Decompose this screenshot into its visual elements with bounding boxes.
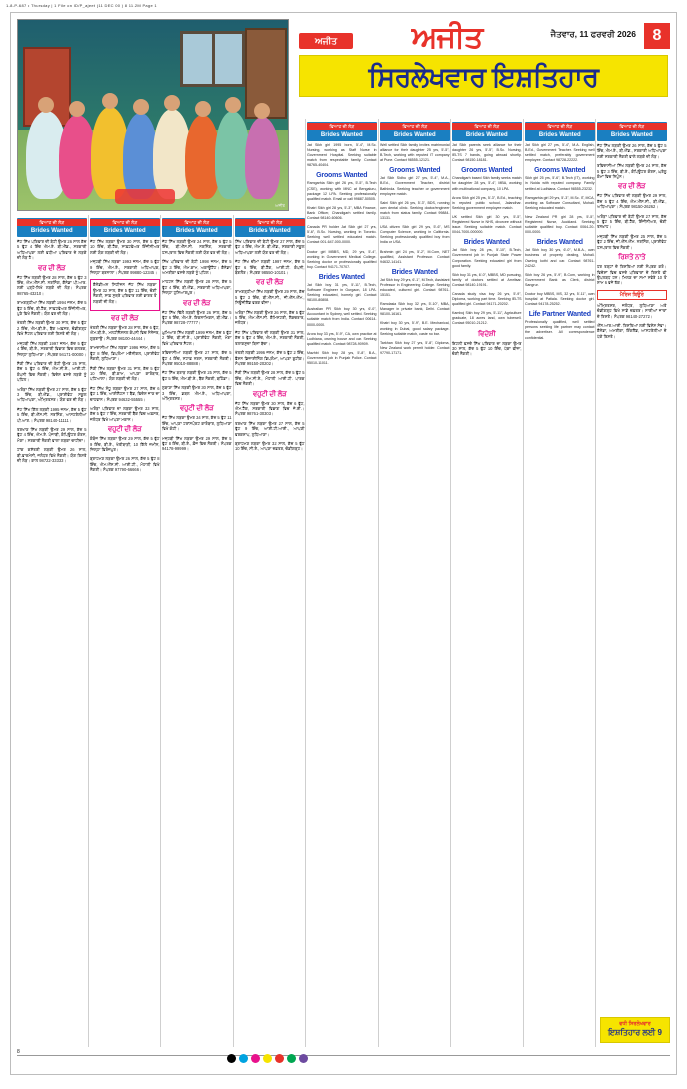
classified-ad: Canada study visa boy 26 yrs, 5'-9", Diploma, working part time. Seeking IELTS qualified girl. Contact 94171-20202. [452, 291, 522, 307]
classified-ad: ਮਜ਼੍ਹਬੀ ਸਿੱਖ ਲੜਕੀ ਉਮਰ 25 ਸਾਲ, ਕੱਦ 5 ਫੁੱਟ 2 ਇੰਚ, ਜੀ.ਐੱਨ.ਐੱਮ. ਨਰਸਿੰਗ, ਪ੍ਰਾਈਵੇਟ ਹਸਪਤਾਲ ਵਿਚ ਨੌਕਰੀ। [597, 233, 667, 250]
classified-column [162, 215, 232, 456]
footer-page-number: 8 [17, 1049, 20, 1055]
classified-ad: ਤਰਖਾਣ ਸਿੱਖ ਲੜਕਾ ਉਮਰ 27 ਸਾਲ, ਕੱਦ 5 ਫੁੱਟ 9 ਇੰਚ, ਆਈ.ਟੀ.ਆਈ., ਆਪਣੀ ਵਰਕਸ਼ਾਪ, ਲੁਧਿਆਣਾ। [235, 420, 305, 437]
column-header-kicker: ਵਿਆਹ ਦੀ ਲੋੜ [162, 219, 232, 226]
classified-column [452, 119, 522, 361]
column-header-title: Brides Wanted [320, 132, 363, 138]
column-rule [450, 119, 451, 1047]
classified-ad: ਰਵਿਦਾਸੀਆ ਸਿੱਖ ਲੜਕੀ ਉਮਰ 24 ਸਾਲ, ਕੱਦ 5 ਫੁੱਟ 3 ਇੰਚ, ਬੀ.ਏ., ਕੰਪਿਊਟਰ ਕੋਰਸ, ਘਰੇਲੂ ਕੰਮਾਂ ਵਿਚ ਨਿਪੁੰਨ। [597, 163, 667, 180]
column-header-title: Brides Wanted [610, 132, 653, 138]
classified-ad: ਸਿੱਖ ਪਰਿਵਾਰ ਦੀ ਬੇਟੀ 1998 ਜਨਮ, ਕੱਦ 5 ਫੁੱਟ 3 ਇੰਚ, ਐਮ.ਕਾਮ, ਅਕਾਊਂਟੈਂਟ। ਕੈਨੇਡਾ/ਅਮਰੀਕਾ ਵਸਦੇ ਲੜਕੇ ਨੂੰ ਪਹਿਲ। [162, 259, 232, 276]
section-heading: ਰਿਸ਼ਤੇ ਨਾਤੇ [618, 254, 646, 262]
column-header-kicker: ਵਿਆਹ ਦੀ ਲੋੜ [17, 219, 87, 226]
section-heading: ਵਰ ਦੀ ਲੋੜ [111, 315, 139, 323]
classified-ad: ਜੱਟ ਸਿੱਖ ਪਰਿਵਾਰ ਦੀ ਬੇਟੀ ਉਮਰ 26 ਸਾਲ ਕੱਦ 5 ਫੁੱਟ 4 ਇੰਚ ਐਮ.ਏ. ਬੀ.ਐੱਡ., ਸਰਕਾਰੀ ਅਧਿਆਪਕਾ ਲਈ ਵਧੀਆ ਪਰਿਵਾਰ ਦੇ ਲੜਕੇ ਦੀ ਲੋੜ ਹੈ। [17, 239, 87, 261]
classified-column [380, 119, 450, 360]
section-heading: Brides Wanted [318, 273, 365, 281]
classified-ad: ਅਰੋੜਾ ਪਰਿਵਾਰ ਦਾ ਲੜਕਾ ਉਮਰ 33 ਸਾਲ, ਕੱਦ 5 ਫੁੱਟ 7 ਇੰਚ, ਸਰਕਾਰੀ ਬੈਂਕ ਵਿਚ ਅਫ਼ਸਰ, ਜਲੰਧਰ ਵਿਖੇ ਆਪਣਾ ਮਕਾਨ। [90, 405, 160, 422]
classified-ad: ਜੱਟ ਸਿੱਖ ਲੜਕੀ ਉਮਰ 26 ਸਾਲ, ਕੱਦ 5 ਫੁੱਟ 5 ਇੰਚ, ਐਮ.ਏ., ਬੀ.ਐੱਡ., ਸਰਕਾਰੀ ਅਧਿਆਪਕਾ ਲਈ ਸਰਕਾਰੀ ਨੌਕਰੀ ਵਾਲੇ ਲੜਕੇ ਦੀ ਲੋੜ। [597, 143, 667, 159]
classified-ad: Jat Sikh girl 27 yrs, 5'-4", M.A. English, B.Ed., Government Teacher. Seeking well settled match, preferably government employee. Contact 98728-22222. [525, 143, 595, 163]
print-registration-header: 1-8-P-687 • Thursday | 1 File on ID/P_ajeet (11 DEC 00 ) 8 11.2M Page 1 [0, 0, 687, 12]
column-header-title: Brides Wanted [175, 228, 218, 234]
classified-ad: ਮਜ਼੍ਹਬੀ ਸਿੱਖ ਲੜਕੀ 1997 ਜਨਮ, ਕੱਦ 5 ਫੁੱਟ 4 ਇੰਚ, ਬੀ.ਏ., ਸਰਕਾਰੀ ਵਿਭਾਗ ਵਿਚ ਕਲਰਕ, ਜ਼ਿਲ੍ਹਾ ਲੁਧਿਆਣਾ। ਸੰਪਰਕ 94171-00000। [17, 340, 87, 357]
classified-ad: ਜੱਟ ਸਿੱਖ ਸੰਧੂ ਲੜਕਾ ਉਮਰ 27 ਸਾਲ, ਕੱਦ 6 ਫੁੱਟ 1 ਇੰਚ, ਆਈਲੈਟਸ 7 ਬੈਂਡ, ਵਿਦੇਸ਼ ਜਾਣ ਦਾ ਚਾਹਵਾਨ। ਸੰਪਰਕ 94632-55555। [90, 385, 160, 402]
classified-ad: Arora boy 33 yrs, 5'-9", CA, own practice at Ludhiana, owning house and car. Seeking qualified match. Contact 98728-90909. [307, 331, 377, 346]
section-heading: ਵਹੁਟੀ ਦੀ ਲੋੜ [252, 390, 287, 398]
classified-ad: Ramgarhia Sikh girl 26 yrs, 5'-5", B.Tech (CSE), working with MNC at Bengaluru, package 12 LPA. Seeking professionally qualified match. Email or call 99887-50505. [307, 181, 377, 201]
classified-ad: ਖੱਤਰੀ ਲੜਕੀ 1996 ਜਨਮ, ਕੱਦ 5 ਫੁੱਟ 2 ਇੰਚ, ਫ਼ੈਸ਼ਨ ਡਿਜ਼ਾਈਨਿੰਗ ਡਿਪਲੋਮਾ, ਆਪਣਾ ਬੁਟੀਕ। ਸੰਪਰਕ 99150-20202। [235, 350, 305, 366]
masthead-date: ਜੈਤਵਾਰ, 11 ਫਰਵਰੀ 2026 [550, 29, 636, 39]
column-rule [378, 119, 379, 1047]
classified-ad: Jat Sikh boy 29 yrs, 6'-1", M.Tech, Assistant Professor in Engineering College. Seeking educated, cultured girl. Contact 98761-15151. [380, 277, 450, 298]
classified-ad: Well settled Sikh family invites matrimonial alliance for their daughter 25 yrs, 5'-5", B.Tech, working with reputed IT company at Pune. Contact 98555-12121. [380, 143, 450, 163]
classified-ad: ਤਰਖਾਣ ਸਿੱਖ ਲੜਕੀ ਉਮਰ 29 ਸਾਲ, ਕੱਦ 5 ਫੁੱਟ 4 ਇੰਚ, ਐਮ.ਏ. ਪੰਜਾਬੀ, ਕੰਪਿਊਟਰ ਕੋਰਸ, ਮੋਗਾ। ਸਰਕਾਰੀ ਨੌਕਰੀ ਵਾਲਾ ਲੜਕਾ ਚਾਹੀਦਾ। [17, 426, 87, 443]
column-rule [305, 119, 306, 1047]
footer-stamp-line2: ਇਸ਼ਤਿਹਾਰ ਲਈ 9 [608, 1028, 662, 1037]
classified-ad: ਸੈਣੀ ਸਿੱਖ ਪਰਿਵਾਰ ਦੀ ਬੇਟੀ ਉਮਰ 25 ਸਾਲ, ਕੱਦ 5 ਫੁੱਟ 6 ਇੰਚ, ਐਮ.ਸੀ.ਏ., ਆਈ.ਟੀ. ਕੰਪਨੀ ਵਿਚ ਨੌਕਰੀ। ਵਿਦੇਸ਼ ਵਸਦੇ ਲੜਕੇ ਨੂੰ ਪਹਿਲ। [17, 360, 87, 383]
column-header-kicker: ਵਿਆਹ ਦੀ ਲੋੜ [235, 219, 305, 226]
column-header-title: Brides Wanted [248, 228, 291, 234]
color-registration-dots [227, 1050, 311, 1068]
classified-ad: Jat Sikh boy 28 yrs, 5'-10", B.Tech, Government job in Punjab State Power Corporation. Seeking educated girl from good family. [452, 248, 522, 268]
classified-ad: Kamboj Sikh boy 29 yrs, 5'-11", Agriculture graduate, 18 acres land, own tubewell. Contact 95010-21212. [452, 311, 522, 326]
classified-ad: Doctor girl MBBS, MD, 29 yrs, 5'-4", working in Government Medical College. Seeking doctor or professionally qualified boy. Contact 94171-70707. [307, 249, 377, 269]
registration-dot [251, 1054, 260, 1063]
masthead-title: ਅਜੀਤ [411, 21, 483, 54]
classified-ad: Saini Sikh girl 26 yrs, 5'-3", BDS, running own dental clinic. Seeking doctor/engineer match from status family. Contact 99884-13131. [380, 200, 450, 221]
page-number-badge: 8 [644, 23, 670, 49]
classified-ad: ਐੱਨ.ਆਰ.ਆਈ. ਰਿਸ਼ਤਿਆਂ ਲਈ ਵਿਸ਼ੇਸ਼ ਸੇਵਾ। ਕੈਨੇਡਾ, ਅਮਰੀਕਾ, ਇੰਗਲੈਂਡ, ਆਸਟਰੇਲੀਆ ਦੇ ਪੱਕੇ ਰਿਸ਼ਤੇ। [597, 322, 667, 339]
classified-ad: New Zealand PR girl 28 yrs, 5'-5", Registered Nurse, Auckland. Seeking suitable qualified boy. Contact 0064-20-000-0000. [525, 214, 595, 235]
registration-dot [299, 1054, 308, 1063]
classified-column [235, 215, 305, 456]
section-heading: ਵਿਦੇਸ਼ੀ [478, 330, 496, 338]
column-rule [160, 215, 161, 1047]
classified-column [307, 119, 377, 370]
classified-ad: ਜੱਟ ਸਿੱਖ ਪਰਿਵਾਰ ਦੀ ਲੜਕੀ ਉਮਰ 31 ਸਾਲ, ਕੱਦ 5 ਫੁੱਟ 4 ਇੰਚ, ਐਮ.ਏ., ਸਰਕਾਰੀ ਨੌਕਰੀ, ਤਲਾਕਸ਼ੁਦਾ ਬਿਨਾਂ ਬੱਚਾ। [235, 329, 305, 346]
section-heading: Grooms Wanted [389, 167, 441, 175]
classified-ad: Chandigarh based Sikh family seeks match for daughter 28 yrs, 5'-4", MBA, working with multinational company, 10 LPA. [452, 176, 522, 191]
classified-column [525, 119, 595, 345]
classified-ad: Jat Sikh boy 30 yrs, 6'-0", M.B.A., own business of property dealing, Mohali. Owning kothi and car. Contact 98761-24242. [525, 248, 595, 268]
footer-stamp-line1: ਵਧੀ ਸਿਰਲੇਖਵਾਰ [619, 1021, 651, 1027]
section-heading: ਵਹੁਟੀ ਦੀ ਲੋੜ [107, 426, 142, 434]
column-header [307, 122, 377, 141]
column-rule [88, 215, 89, 1047]
section-heading: Grooms Wanted [534, 167, 586, 175]
classified-ad: ਇਟਲੀ ਵਸਦੇ ਸਿੱਖ ਪਰਿਵਾਰ ਦਾ ਲੜਕਾ ਉਮਰ 30 ਸਾਲ, ਕੱਦ 5 ਫੁੱਟ 10 ਇੰਚ, ਪੱਕਾ ਵੀਜ਼ਾ, ਚੰਗੀ ਨੌਕਰੀ। [452, 340, 522, 357]
page-footer [17, 1049, 670, 1063]
classified-ad: ਰਾਮਗੜ੍ਹੀਆ ਸਿੱਖ ਲੜਕੀ ਉਮਰ 29 ਸਾਲ, ਕੱਦ 5 ਫੁੱਟ 3 ਇੰਚ, ਬੀ.ਐੱਸ.ਸੀ., ਜੀ.ਐੱਨ.ਐੱਮ., ਨਿਊਜ਼ੀਲੈਂਡ ਵਰਕ ਵੀਜ਼ਾ। [235, 289, 305, 306]
registration-dot [263, 1054, 272, 1063]
classified-ad: ਅਰੋੜਾ ਪਰਿਵਾਰ ਦੀ ਬੇਟੀ ਉਮਰ 27 ਸਾਲ, ਕੱਦ 5 ਫੁੱਟ 5 ਇੰਚ, ਬੀ.ਟੈੱਕ, ਇੰਜੀਨੀਅਰ, ਚੰਗੀ ਤਨਖ਼ਾਹ। [597, 213, 667, 230]
classified-ad: ਟਾਂਕ ਕਸ਼ੱਤਰੀ ਲੜਕੀ ਉਮਰ 26 ਸਾਲ, ਬੀ.ਫ਼ਾਰਮੇਸੀ, ਜਲੰਧਰ ਵਿਖੇ ਨੌਕਰੀ। ਯੋਗ ਰਿਸ਼ਤੇ ਦੀ ਲੋੜ। ਕਾਲ 98722-33333। [17, 447, 87, 463]
masthead-logo-small: ਅਜੀਤ [299, 33, 353, 49]
column-header [17, 218, 87, 237]
classified-ad: ਘੁਮਿਆਰ ਸਿੱਖ ਲੜਕੀ 1999 ਜਨਮ, ਕੱਦ 5 ਫੁੱਟ 2 ਇੰਚ, ਬੀ.ਸੀ.ਏ., ਪ੍ਰਾਈਵੇਟ ਨੌਕਰੀ, ਮੋਗਾ ਵਿਖੇ ਪਰਿਵਾਰ ਸੈਟਲ। [162, 329, 232, 346]
column-header-kicker: ਵਿਆਹ ਦੀ ਲੋੜ [90, 219, 160, 226]
column-header-kicker: ਵਿਆਹ ਦੀ ਲੋੜ [597, 123, 667, 130]
boxed-advertisement [90, 279, 160, 311]
classified-ad: Sikh boy 31 yrs, 6'-0", MBBS, MD pursuing, family of doctors settled at Amritsar. Contact 98140-19191. [452, 272, 522, 287]
section-heading: ਵਰ ਦੀ ਲੋੜ [183, 299, 211, 307]
column-header-title: Brides Wanted [103, 228, 146, 234]
classified-ad: Sikh girl 25 yrs, 5'-6", B.Tech (IT), working in Noida with reputed company. Family settled at Ludhiana. Contact 98555-23232. [525, 176, 595, 191]
classified-ad: USA citizen Sikh girl 29 yrs, 5'-6", MS Computer Science, working in California. Seeking professionally qualified boy from India or USA. [380, 225, 450, 245]
classified-column [90, 215, 160, 477]
classified-ad: ਅੰਮ੍ਰਿਤਸਰ, ਜਲੰਧਰ, ਲੁਧਿਆਣਾ ਅਤੇ ਚੰਡੀਗੜ੍ਹ ਵਿਖੇ ਸਾਡੇ ਦਫ਼ਤਰ। ਸਾਰੀਆਂ ਜਾਤਾਂ ਦੇ ਰਿਸ਼ਤੇ। ਸੰਪਰਕ 98140-27272। [597, 302, 667, 319]
section-heading: Brides Wanted [463, 239, 510, 247]
section-banner-label: ਸਿਰਲੇਖਵਾਰ ਇਸ਼ਤਿਹਾਰ [368, 62, 599, 92]
classified-ad: Professionally qualified, well settled persons seeking life partner may contact the advertiser. All correspondence confidential. [525, 320, 595, 340]
classified-ad: ਲੁਬਾਣਾ ਸਿੱਖ ਲੜਕੀ ਉਮਰ 30 ਸਾਲ, ਕੱਦ 5 ਫੁੱਟ 3 ਇੰਚ, ਡਬਲ ਐਮ.ਏ., ਅਧਿਆਪਕਾ, ਅੰਮ੍ਰਿਤਸਰ। [162, 385, 232, 401]
classified-ad: ਬ੍ਰਾਹਮਣ ਲੜਕਾ ਉਮਰ 26 ਸਾਲ, ਕੱਦ 5 ਫੁੱਟ 8 ਇੰਚ, ਐਮ.ਐੱਸ.ਸੀ. ਆਈ.ਟੀ., ਮੋਹਾਲੀ ਵਿਖੇ ਨੌਕਰੀ। ਸੰਪਰਕ 97790-66666। [90, 456, 160, 473]
footer-stamp [600, 1017, 670, 1043]
classified-ad: ਜੱਟ ਸਿੱਖ ਗਿੱਲ ਲੜਕੀ 1995 ਜਨਮ, ਕੱਦ 5 ਫੁੱਟ 5 ਇੰਚ, ਬੀ.ਐੱਸ.ਸੀ. ਨਰਸਿੰਗ, ਆਸਟਰੇਲੀਆ ਪੀ.ਆਰ.। ਸੰਪਰਕ 98140-11111। [17, 406, 87, 423]
column-header-kicker: ਵਿਆਹ ਦੀ ਲੋੜ [380, 123, 450, 130]
classified-ad: ਖੱਤਰੀ ਸਿੱਖ ਲੜਕਾ ਉਮਰ 28 ਸਾਲ, ਕੱਦ 6 ਫੁੱਟ, ਐਮ.ਬੀ.ਏ., ਮਲਟੀਨੈਸ਼ਨਲ ਕੰਪਨੀ ਵਿਚ ਮੈਨੇਜਰ, ਗੁੜਗਾਉਂ। ਸੰਪਰਕ 98100-44444। [90, 325, 160, 341]
registration-dot [275, 1054, 284, 1063]
classified-ad: ਜੱਟ ਸਿੱਖ ਢਿੱਲੋਂ ਲੜਕੀ ਉਮਰ 26 ਸਾਲ, ਕੱਦ 5 ਫੁੱਟ 6 ਇੰਚ, ਐਮ.ਏ. ਇਕਨਾਮਿਕਸ, ਬੀ.ਐੱਡ.। ਸੰਪਰਕ 98728-77777। [162, 309, 232, 326]
classified-ad: ਹਰ ਤਰ੍ਹਾਂ ਦੇ ਰਿਸ਼ਤਿਆਂ ਲਈ ਸੰਪਰਕ ਕਰੋ। ਵਿਦੇਸ਼ਾਂ ਵਿਚ ਵਸਦੇ ਪਰਿਵਾਰਾਂ ਦੇ ਰਿਸ਼ਤੇ ਵੀ ਉਪਲਬਧ ਹਨ। ਮਿਲਣ ਦਾ ਸਮਾਂ ਸਵੇਰੇ 10 ਤੋਂ ਸ਼ਾਮ 6 ਵਜੇ ਤੱਕ। [597, 264, 667, 286]
classified-ad: ਜੱਟ ਸਿੱਖ ਪਰਿਵਾਰ ਦੀ ਲੜਕੀ ਉਮਰ 29 ਸਾਲ, ਕੱਦ 5 ਫੁੱਟ 4 ਇੰਚ, ਐਮ.ਐੱਸ.ਸੀ., ਬੀ.ਐੱਡ., ਅਧਿਆਪਕਾ। ਸੰਪਰਕ 98150-26262। [597, 193, 667, 210]
classified-ad: UK settled Sikh girl 30 yrs, 5'-5", Registered Nurse in NHS, divorcee without issue. Seeking suitable match. Contact 0044-7000-000000. [452, 214, 522, 235]
section-heading: ਵਰ ਦੀ ਲੋੜ [38, 264, 66, 272]
column-header-title: Brides Wanted [393, 132, 436, 138]
column-header-title: Brides Wanted [538, 132, 581, 138]
classified-ad: Jat Sikh Sidhu girl 27 yrs, 5'-4", M.A., B.Ed., Government Teacher, district Bathinda. Seeking teacher or government employee match. [380, 176, 450, 196]
page-inner [17, 19, 670, 1055]
column-rule [233, 215, 234, 1047]
classified-ad: Doctor boy MBBS, MS, 32 yrs, 5'-11", own hospital at Patiala. Seeking doctor girl. Contact 94178-25252. [525, 291, 595, 307]
classified-ad: Sikh boy 26 yrs, 5'-9", B.Com, working in Government Bank as Clerk, district Sangrur. [525, 272, 595, 287]
classified-ad: Brahmin girl 24 yrs, 5'-2", M.Com, NET qualified, Assistant Professor. Contact 94632-14141. [380, 249, 450, 264]
classified-ad: ਬ੍ਰਾਹਮਣ ਲੜਕਾ ਉਮਰ 32 ਸਾਲ, ਕੱਦ 5 ਫੁੱਟ 10 ਇੰਚ, ਸੀ.ਏ., ਆਪਣਾ ਦਫ਼ਤਰ, ਚੰਡੀਗੜ੍ਹ। [235, 440, 305, 452]
classified-ad: ਰਾਮਗੜ੍ਹੀਆ ਸਿੱਖ ਲੜਕੀ 1994 ਜਨਮ, ਕੱਦ 5 ਫੁੱਟ 5 ਇੰਚ, ਬੀ.ਟੈੱਕ, ਸਾਫ਼ਟਵੇਅਰ ਇੰਜੀਨੀਅਰ, ਪੁਣੇ ਵਿਖੇ ਨੌਕਰੀ। ਯੋਗ ਵਰ ਦੀ ਲੋੜ। [17, 300, 87, 317]
footer-rule [17, 1055, 670, 1056]
section-heading: ਵਰ ਦੀ ਲੋੜ [256, 279, 284, 287]
classified-ad: Jat Sikh girl 1995 born, 5'-4", M.Sc. Nursing, working as Staff Nurse in Government Hospital. Seeking suitable match from respectable family. Contact 98765-40404. [307, 143, 377, 168]
classified-ad: ਜੱਟ ਸਿੱਖ ਲੜਕਾ ਉਮਰ 34 ਸਾਲ, ਕੱਦ 5 ਫੁੱਟ 11 ਇੰਚ, ਆਪਣਾ ਟਰਾਂਸਪੋਰਟ ਕਾਰੋਬਾਰ, ਲੁਧਿਆਣਾ ਵਿਖੇ ਕੋਠੀ। [162, 415, 232, 432]
classified-column [17, 215, 87, 467]
classified-ad: ਕੰਬੋਜ ਸਿੱਖ ਲੜਕਾ ਉਮਰ 29 ਸਾਲ, ਕੱਦ 5 ਫੁੱਟ 9 ਇੰਚ, ਬੀ.ਏ., ਖੇਤੀਬਾੜੀ, 10 ਕਿੱਲੇ ਜ਼ਮੀਨ, ਜ਼ਿਲ੍ਹਾ ਫ਼ਿਰੋਜ਼ਪੁਰ। [90, 436, 160, 452]
column-header-kicker: ਵਿਆਹ ਦੀ ਲੋੜ [525, 123, 595, 130]
classified-ad: ਰਾਮਦਾਸੀਆ ਸਿੱਖ ਲੜਕਾ 1996 ਜਨਮ, ਕੱਦ 5 ਫੁੱਟ 8 ਇੰਚ, ਡਿਪਲੋਮਾ ਮਕੈਨੀਕਲ, ਪ੍ਰਾਈਵੇਟ ਨੌਕਰੀ, ਲੁਧਿਆਣਾ। [90, 345, 160, 362]
classified-ad: Khatri Sikh girl 28 yrs, 5'-3", MBA Finance, Bank Officer, Chandigarh settled family. Contact 98140-60606. [307, 205, 377, 221]
column-header [380, 122, 450, 141]
classified-ad: Khatri boy 30 yrs, 5'-9", B.E. Mechanical, working in Dubai, good salary package. Seeking suitable match, caste no bar. [380, 321, 450, 336]
photo-caption: ਅਜੀਤ [275, 203, 285, 208]
newspaper-sheet [10, 12, 677, 1075]
section-heading: Brides Wanted [391, 268, 438, 276]
column-header-kicker: ਵਿਆਹ ਦੀ ਲੋੜ [307, 123, 377, 130]
classified-ad: ਮਜ਼੍ਹਬੀ ਸਿੱਖ ਲੜਕਾ ਉਮਰ 29 ਸਾਲ, ਕੱਦ 5 ਫੁੱਟ 8 ਇੰਚ, ਬੀ.ਏ., ਫ਼ੌਜ ਵਿਚ ਨੌਕਰੀ। ਸੰਪਰਕ 94178-99999। [162, 435, 232, 452]
classified-ad: ਜੱਟ ਸਿੱਖ ਬਰਾੜ ਲੜਕੀ ਉਮਰ 25 ਸਾਲ, ਕੱਦ 5 ਫੁੱਟ 5 ਇੰਚ, ਐਮ.ਬੀ.ਏ., ਬੈਂਕ ਨੌਕਰੀ, ਬਠਿੰਡਾ। [162, 370, 232, 381]
section-heading: Life Partner Wanted [528, 311, 591, 319]
registration-dot [287, 1054, 296, 1063]
section-heading: Grooms Wanted [461, 167, 513, 175]
classified-ad: Ramdasia Sikh boy 32 yrs, 5'-10", MBA, Manager in private bank, Delhi. Contact 98100-16161. [380, 302, 450, 317]
classified-ad: ਸੈਣੀ ਸਿੱਖ ਲੜਕੀ ਉਮਰ 28 ਸਾਲ, ਕੱਦ 5 ਫੁੱਟ 5 ਇੰਚ, ਐਮ.ਸੀ.ਏ., ਮੋਹਾਲੀ ਆਈ.ਟੀ. ਪਾਰਕ ਵਿਚ ਨੌਕਰੀ। [235, 370, 305, 387]
column-header [452, 122, 522, 141]
classified-ad: Tarkhan Sikh boy 27 yrs, 5'-8", Diploma, New Zealand work permit holder. Contact 97790-17171. [380, 340, 450, 355]
boxed-heading: ਮੈਰਿਜ ਬਿਊਰੋ [597, 290, 667, 300]
classified-column [597, 119, 667, 343]
ad-text: ਕੈਨੇਡੀਅਨ ਸਿਟੀਜ਼ਨ ਜੱਟ ਸਿੱਖ ਲੜਕਾ ਉਮਰ 32 ਸਾਲ, ਕੱਦ 5 ਫੁੱਟ 11 ਇੰਚ, ਚੰਗੀ ਨੌਕਰੀ, ਸਾਫ਼ ਸੁਥਰੇ ਪਰਿਵਾਰ ਲਈ ਭਾਰਤ ਤੋਂ ਲੜਕੀ ਦੀ ਲੋੜ। [93, 282, 157, 304]
classified-ad: ਅਰੋੜਾ ਸਿੱਖ ਲੜਕੀ ਉਮਰ 26 ਸਾਲ, ਕੱਦ 5 ਫੁੱਟ 5 ਇੰਚ, ਐਮ.ਐੱਸ.ਸੀ. ਕੈਮਿਸਟਰੀ, ਲੈਕਚਰਾਰ, ਜਲੰਧਰ। [235, 309, 305, 326]
classified-ad: Ramgarhia girl 29 yrs, 5'-3", M.Sc. IT, MCA, working as Software Consultant, Mohali. Seeking educated match. [525, 195, 595, 210]
classified-ad: ਜੱਟ ਸਿੱਖ ਚੀਮਾ ਲੜਕੀ 1997 ਜਨਮ, ਕੱਦ 5 ਫੁੱਟ 6 ਇੰਚ, ਬੀ.ਟੈੱਕ, ਆਈ.ਟੀ. ਕੰਪਨੀ, ਬੰਗਲੌਰ। ਸੰਪਰਕ 98550-10101। [235, 259, 305, 276]
classified-columns [17, 19, 670, 1047]
classified-ad: ਅਰੋੜਾ ਸਿੱਖ ਲੜਕੀ ਉਮਰ 27 ਸਾਲ, ਕੱਦ 5 ਫੁੱਟ 3 ਇੰਚ, ਬੀ.ਐੱਡ., ਪ੍ਰਾਈਵੇਟ ਸਕੂਲ ਅਧਿਆਪਕਾ, ਅੰਮ੍ਰਿਤਸਰ। ਯੋਗ ਵਰ ਦੀ ਲੋੜ। [17, 386, 87, 403]
column-header [90, 218, 160, 237]
column-header-kicker: ਵਿਆਹ ਦੀ ਲੋੜ [452, 123, 522, 130]
section-heading: ਵਹੁਟੀ ਦੀ ਲੋੜ [179, 405, 214, 413]
classified-ad: ਜੱਟ ਸਿੱਖ ਲੜਕਾ ਉਮਰ 30 ਸਾਲ, ਕੱਦ 5 ਫੁੱਟ 10 ਇੰਚ, ਬੀ.ਟੈੱਕ, ਸਾਫ਼ਟਵੇਅਰ ਇੰਜੀਨੀਅਰ ਲਈ ਯੋਗ ਲੜਕੀ ਦੀ ਲੋੜ। [90, 239, 160, 255]
classified-ad: Australian PR Sikh boy 30 yrs, 6'-0", Accountant in Sydney, well settled. Seeking suitable match from India. Contact 00614-0000-0000. [307, 307, 377, 327]
classified-ad: Arora Sikh girl 25 yrs, 5'-3", B.Ed., teaching in reputed public school, Jalandhar. Seeking government employee match. [452, 195, 522, 210]
column-header [162, 218, 232, 237]
classified-ad: ਜੱਟ ਸਿੱਖ ਲੜਕੀ ਉਮਰ 24 ਸਾਲ, ਕੱਦ 5 ਫੁੱਟ 5 ਇੰਚ, ਬੀ.ਐੱਸ.ਸੀ. ਨਰਸਿੰਗ, ਸਰਕਾਰੀ ਹਸਪਤਾਲ ਵਿਚ ਨੌਕਰੀ ਲਈ ਯੋਗ ਵਰ ਦੀ ਲੋੜ। [162, 239, 232, 255]
registration-dot [239, 1054, 248, 1063]
column-header [235, 218, 305, 237]
classified-ad: ਮਜ਼੍ਹਬੀ ਸਿੱਖ ਲੜਕਾ 1993 ਜਨਮ, ਕੱਦ 5 ਫੁੱਟ 9 ਇੰਚ, ਐਮ.ਏ., ਸਰਕਾਰੀ ਅਧਿਆਪਕ, ਜ਼ਿਲ੍ਹਾ ਬਰਨਾਲਾ। ਸੰਪਰਕ 99880-12345। [90, 259, 160, 276]
section-heading: Brides Wanted [536, 239, 583, 247]
classified-ad: ਮਾਹਟਨ ਸਿੱਖ ਲੜਕੀ ਉਮਰ 28 ਸਾਲ, ਕੱਦ 5 ਫੁੱਟ 4 ਇੰਚ, ਬੀ.ਐੱਡ., ਸਰਕਾਰੀ ਅਧਿਆਪਕਾ, ਜ਼ਿਲ੍ਹਾ ਹੁਸ਼ਿਆਰਪੁਰ। [162, 279, 232, 296]
classified-ad: ਜੱਟ ਸਿੱਖ ਲੜਕਾ ਉਮਰ 30 ਸਾਲ, ਕੱਦ 6 ਫੁੱਟ, ਐਮ.ਟੈੱਕ, ਸਰਕਾਰੀ ਵਿਭਾਗ ਵਿਚ ਜੇ.ਈ.। ਸੰਪਰਕ 98761-30303। [235, 400, 305, 417]
column-rule [523, 119, 524, 1047]
classified-ad: ਜੱਟ ਸਿੱਖ ਲੜਕੀ ਉਮਰ 28 ਸਾਲ, ਕੱਦ 5 ਫੁੱਟ 3 ਇੰਚ, ਐਮ.ਐੱਸ.ਸੀ. ਨਰਸਿੰਗ, ਕੈਨੇਡਾ ਪੀ.ਆਰ. ਲਈ ਪੜ੍ਹੇ-ਲਿਖੇ ਲੜਕੇ ਦੀ ਲੋੜ। ਸੰਪਰਕ 98765-43210। [17, 274, 87, 296]
section-heading: ਵਰ ਦੀ ਲੋੜ [618, 183, 646, 191]
section-heading: Grooms Wanted [316, 172, 368, 180]
classified-ad: Jat Sikh boy 31 yrs, 5'-11", B.Tech, Software Engineer in Gurgaon, 18 LPA. Seeking educated, homely girl. Contact 98100-80808. [307, 282, 377, 303]
classified-ad: Canada PR holder Jat Sikh girl 27 yrs, 5'-6", B.Sc. Nursing, working in Toronto. Seeking well settled educated match. Contact 001-647-000-0000. [307, 225, 377, 245]
classified-ad: Mazhbi Sikh boy 28 yrs, 5'-8", B.A., Government job in Punjab Police. Contact 95010-11011. [307, 350, 377, 366]
classified-ad: ਖੱਤਰੀ ਸਿੱਖ ਲੜਕੀ ਉਮਰ 30 ਸਾਲ, ਕੱਦ 5 ਫੁੱਟ 2 ਇੰਚ, ਐਮ.ਬੀ.ਏ., ਬੈਂਕ ਅਫ਼ਸਰ, ਚੰਡੀਗੜ੍ਹ ਵਿਖੇ ਸੈਟਲ ਪਰਿਵਾਰ ਲਈ ਰਿਸ਼ਤੇ ਦੀ ਲੋੜ। [17, 320, 87, 337]
classified-ad: ਸੈਣੀ ਸਿੱਖ ਲੜਕਾ ਉਮਰ 31 ਸਾਲ, ਕੱਦ 5 ਫੁੱਟ 10 ਇੰਚ, ਬੀ.ਕਾਮ, ਆਪਣਾ ਕਾਰੋਬਾਰ, ਪਟਿਆਲਾ। ਯੋਗ ਲੜਕੀ ਦੀ ਲੋੜ। [90, 365, 160, 382]
column-header [597, 122, 667, 141]
column-header-title: Brides Wanted [30, 228, 73, 234]
registration-dot [227, 1054, 236, 1063]
classified-ad: ਸਿੱਖ ਪਰਿਵਾਰ ਦੀ ਬੇਟੀ ਉਮਰ 27 ਸਾਲ, ਕੱਦ 5 ਫੁੱਟ 4 ਇੰਚ, ਐਮ.ਏ. ਬੀ.ਐੱਡ., ਸਰਕਾਰੀ ਸਕੂਲ ਅਧਿਆਪਕਾ ਲਈ ਯੋਗ ਵਰ ਦੀ ਲੋੜ। [235, 239, 305, 255]
classified-ad: Jat Sikh parents seek alliance for their daughter 26 yrs, 5'-5", B.Sc. Nursing, IELTS 7 bands, going abroad shortly. Contact 98150-18181. [452, 143, 522, 163]
column-header-title: Brides Wanted [465, 132, 508, 138]
classified-ad: ਰਵਿਦਾਸੀਆ ਲੜਕੀ ਉਮਰ 27 ਸਾਲ, ਕੱਦ 5 ਫੁੱਟ 4 ਇੰਚ, ਸਟਾਫ਼ ਨਰਸ, ਸਰਕਾਰੀ ਨੌਕਰੀ। ਸੰਪਰਕ 95010-88888। [162, 350, 232, 366]
column-rule [595, 119, 596, 1047]
column-header [525, 122, 595, 141]
